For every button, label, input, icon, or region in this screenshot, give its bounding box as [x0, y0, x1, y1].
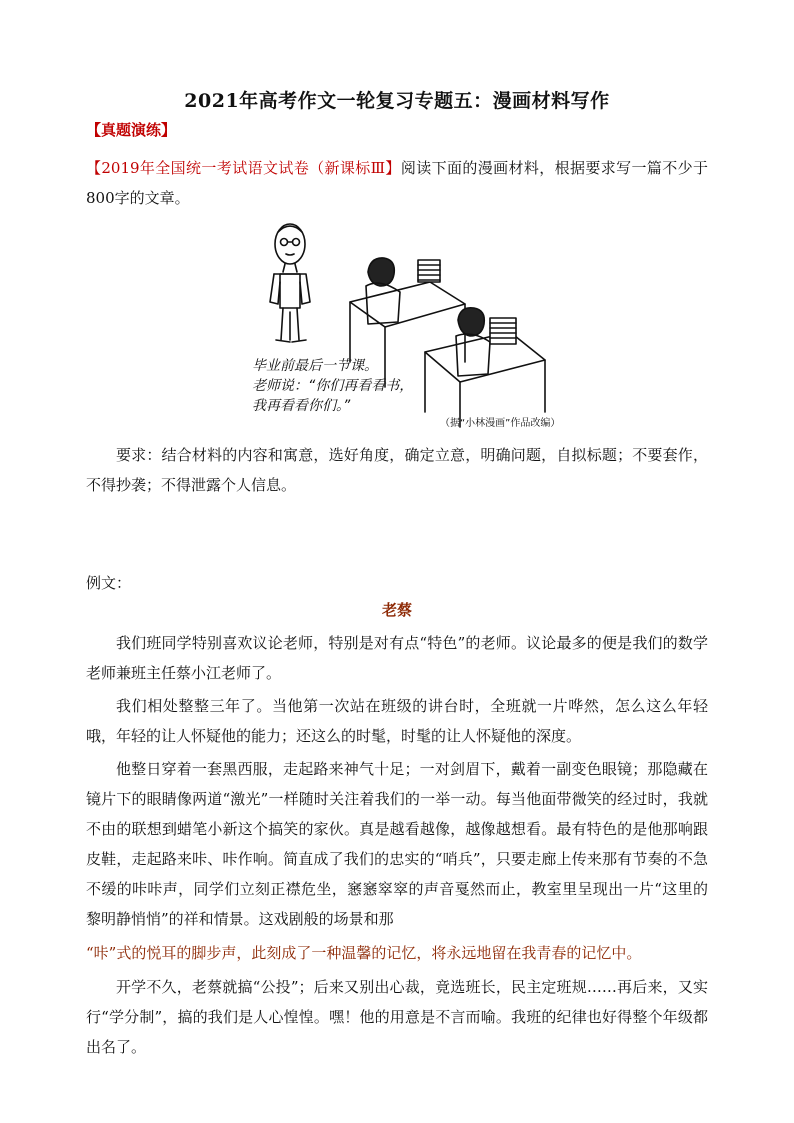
essay-paragraph-3-continued: “咔”式的悦耳的脚步声，此刻成了一种温馨的记忆，将永远地留在我青春的记忆中。	[86, 944, 642, 962]
comic-caption-line2: 老师说：“你们再看看书，	[252, 378, 414, 394]
essay-title: 老蔡	[381, 601, 412, 619]
section-label: 【真题演练】	[86, 121, 177, 139]
source-reference: 【2019年全国统一考试语文试卷（新课标Ⅲ】	[86, 159, 401, 177]
example-label: 例文：	[86, 574, 132, 592]
prompt-text: 阅读下面的漫画材料，根据要求写一篇不少于800字的文章。	[86, 159, 708, 207]
document-title: 2021年高考作文一轮复习专题五：漫画材料写作	[184, 90, 610, 112]
prompt-paragraph	[86, 153, 708, 213]
comic-illustration	[250, 212, 595, 434]
student-desk-2	[425, 308, 545, 427]
requirement-paragraph: 要求：结合材料的内容和寓意，选好角度，确定立意，明确问题，自拟标题；不要套作，不得抄袭；不得泄露个人信息。	[86, 446, 708, 494]
essay-paragraph-4: 开学不久，老蔡就搞“公投”；后来又别出心裁，竟选班长，民主定班规……再后来，又实行“学分制”，搞的我们是人心惶惶。嘿！他的用意是不言而喻。我班的纪律也好得整个年级都出名了。	[86, 978, 708, 1056]
comic-credit: （据“小林漫画”作品改编）	[440, 418, 561, 429]
comic-caption-line3: 我再看看你们。”	[252, 398, 351, 414]
teacher-figure	[270, 224, 310, 342]
essay-paragraph-1: 我们班同学特别喜欢议论老师，特别是对有点“特色”的老师。议论最多的便是我们的数学老师兼班主任蔡小江老师了。	[86, 634, 708, 682]
essay-paragraph-2: 我们相处整整三年了。当他第一次站在班级的讲台时，全班就一片哗然，怎么这么年轻哦，年轻的让人怀疑他的能力；还这么的时髦，时髦的让人怀疑他的深度。	[86, 697, 708, 745]
comic-caption-line1: 毕业前最后一节课。	[252, 358, 378, 374]
essay-paragraph-3: 他整日穿着一套黑西服，走起路来神气十足；一对剑眉下，戴着一副变色眼镜；那隐藏在镜片下的眼睛像两道“激光”一样随时关注着我们的一举一动。每当他面带微笑的经过时，我就不由的联想到蜡笔小新这个搞笑的家伙。真是越看越像，越像越想看。最有特色的是他那响跟皮鞋，走起路来咔、咔作响。简直成了我们的忠实的“哨兵”，只要走廊上传来那有节奏的不急不缓的咔咔声，同学们立刻正襟危坐，窸窸窣窣的声音戛然而止，教室里呈现出一片“这里的黎明静悄悄”的祥和情景。这戏剧般的场景和那	[86, 760, 708, 928]
